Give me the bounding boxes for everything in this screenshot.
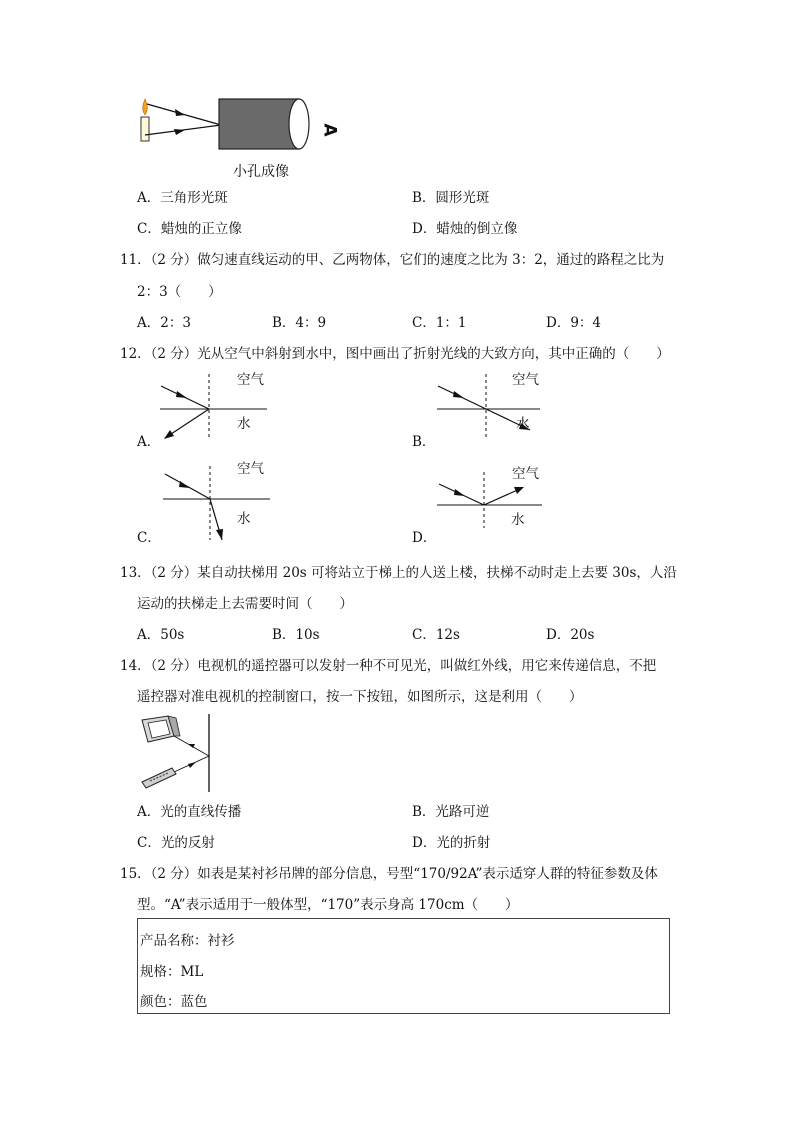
q12-option-d[interactable]: D．: [412, 530, 437, 546]
q11-option-d[interactable]: D．9：4: [546, 315, 602, 331]
q14-stem-line2: 遥控器对准电视机的控制窗口，按一下按钮，如图所示，这是利用（ ）: [137, 689, 583, 705]
tag-row-product-name: 产品名称：衬衫: [140, 933, 235, 949]
candle-flame: [143, 99, 148, 115]
q14-option-c[interactable]: C．光的反射: [137, 835, 215, 851]
ray-arrow-1: [188, 762, 196, 768]
q10-option-d[interactable]: D．蜡烛的倒立像: [412, 221, 518, 237]
q13-option-b[interactable]: B．10s: [272, 627, 320, 643]
remote-control-figure: [138, 712, 218, 794]
q12-option-c[interactable]: C．: [137, 530, 161, 546]
tag-row-color: 颜色：蓝色: [140, 994, 208, 1010]
inverted-image-glyph: A: [319, 123, 340, 137]
q13-option-c[interactable]: C．12s: [412, 627, 460, 643]
q12-option-b[interactable]: B．: [412, 434, 436, 450]
q14-stem-line1: 14．（2 分）电视机的遥控器可以发射一种不可见光，叫做红外线，用它来传递信息，不把: [120, 658, 657, 674]
q15-stem-line1: 15．（2 分）如表是某衬衫吊牌的部分信息，号型“170/92A”表示适穿人群的特征参数及体: [120, 866, 658, 882]
q13-option-a[interactable]: A．50s: [137, 627, 185, 643]
q10-option-a[interactable]: A．三角形光斑: [137, 190, 228, 206]
incident-arrow: [179, 481, 190, 488]
q14-option-d[interactable]: D．光的折射: [412, 835, 491, 851]
q14-option-a[interactable]: A．光的直线传播: [137, 804, 242, 820]
diagram-b-air: 空气: [512, 372, 539, 388]
diagram-b-water: 水: [516, 416, 530, 432]
camera-box: [219, 99, 299, 149]
reflected-arrow: [514, 487, 524, 494]
q12-option-a[interactable]: A．: [137, 434, 161, 450]
q11-option-c[interactable]: C．1：1: [412, 315, 467, 331]
incident-arrow: [454, 489, 465, 496]
remote-control-icon: [142, 768, 176, 788]
diagram-d-air: 空气: [512, 466, 539, 482]
q13-stem-line2: 运动的扶梯走上去需要时间（ ）: [137, 596, 353, 612]
refracted-arrow: [164, 430, 174, 439]
q10-option-b[interactable]: B．圆形光斑: [412, 190, 490, 206]
ray-bottom-arrow: [174, 129, 185, 135]
figure-caption: 小孔成像: [233, 164, 289, 180]
diagram-c-air: 空气: [237, 461, 264, 477]
ray-top-arrow: [175, 109, 185, 116]
q15-stem-line2: 型。“A”表示适用于一般体型，“170”表示身高 170cm（ ）: [137, 897, 519, 913]
q13-stem-line1: 13．（2 分）某自动扶梯用 20s 可将站立于梯上的人送上楼，扶梯不动时走上去要 30s，人沿: [120, 565, 677, 581]
diagram-a-water: 水: [237, 416, 251, 432]
q12-stem: 12．（2 分）光从空气中斜射到水中，图中画出了折射光线的大致方向，其中正确的（ ）: [120, 346, 670, 362]
incident-arrow: [176, 391, 187, 398]
q10-option-c[interactable]: C．蜡烛的正立像: [137, 221, 242, 237]
q11-option-a[interactable]: A．2：3: [137, 315, 191, 331]
q14-option-b[interactable]: B．光路可逆: [412, 804, 490, 820]
q13-option-d[interactable]: D．20s: [546, 627, 595, 643]
diagram-c-water: 水: [237, 511, 251, 527]
tag-row-spec: 规格：ML: [140, 964, 204, 980]
tv-icon: [142, 716, 180, 742]
diagram-d-water: 水: [511, 512, 525, 528]
incident-arrow: [453, 391, 464, 398]
pinhole-camera-figure: [135, 95, 350, 155]
candle-body: [141, 117, 149, 141]
q11-stem-line2: 2：3（ ）: [137, 284, 222, 300]
camera-screen: [289, 99, 309, 149]
diagram-a-air: 空气: [237, 372, 264, 388]
q11-stem-line1: 11．（2 分）做匀速直线运动的甲、乙两物体，它们的速度之比为 3：2，通过的路程之比为: [120, 252, 665, 268]
refracted-arrow: [216, 529, 223, 540]
q11-option-b[interactable]: B．4：9: [272, 315, 327, 331]
shirt-tag-table: [137, 918, 670, 1014]
